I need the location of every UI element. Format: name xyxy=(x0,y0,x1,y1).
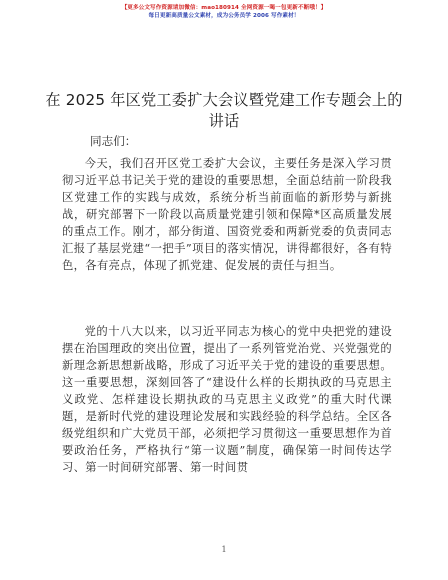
body-paragraph-2: 党的十八大以来，以习近平同志为核心的党中央把党的建设摆在治国理政的突出位置，提出了一系列管党治党、兴党强党的新理念新思想新战略，形成了习近平关于党的建设的重要思想。这一重要思想，深刻回答了“建设什么样的长期执政的马克思主义政党、怎样建设长期执政的马克思主义政党”的重大时代课题，是新时代党的建设理论发展和实践经验的科学总结。全区各级党组织和广大党员干部，必须把学习贯彻这一重要思想作为首要政治任务，严格执行“第一议题”制度，确保第一时间传达学习、第一时间研究部署、第一时间贯 xyxy=(62,325,392,474)
promo-banner-line-2: 每日更新高质量公文素材，成为公务员学 2006 写作素材！ xyxy=(148,13,300,19)
promo-banner xyxy=(0,4,448,20)
page-number: 1 xyxy=(221,545,227,554)
greeting: 同志们： xyxy=(90,134,137,148)
body-paragraph-1: 今天，我们召开区党工委扩大会议，主要任务是深入学习贯彻习近平总书记关于党的建设的重要思想，全面总结前一阶段我区党建工作的实践与成效，系统分析当前面临的新形势与新挑战，研究部署下一阶段以高质量党建引领和保障*区高质量发展的重点工作。刚才，部分街道、国资党委和两新党委的负责同志汇报了基层党建“一把手”项目的落实情况，讲得都很好，各有特色，各有亮点，体现了抓党建、促发展的责任与担当。 xyxy=(62,157,392,272)
document-title: 在 2025 年区党工委扩大会议暨党建工作专题会上的讲话 xyxy=(45,91,403,130)
promo-banner-line-1: 【更多公文写作资源请加微信：mao180914 全网资源一喝一包更新不断哦！】 xyxy=(121,5,327,11)
